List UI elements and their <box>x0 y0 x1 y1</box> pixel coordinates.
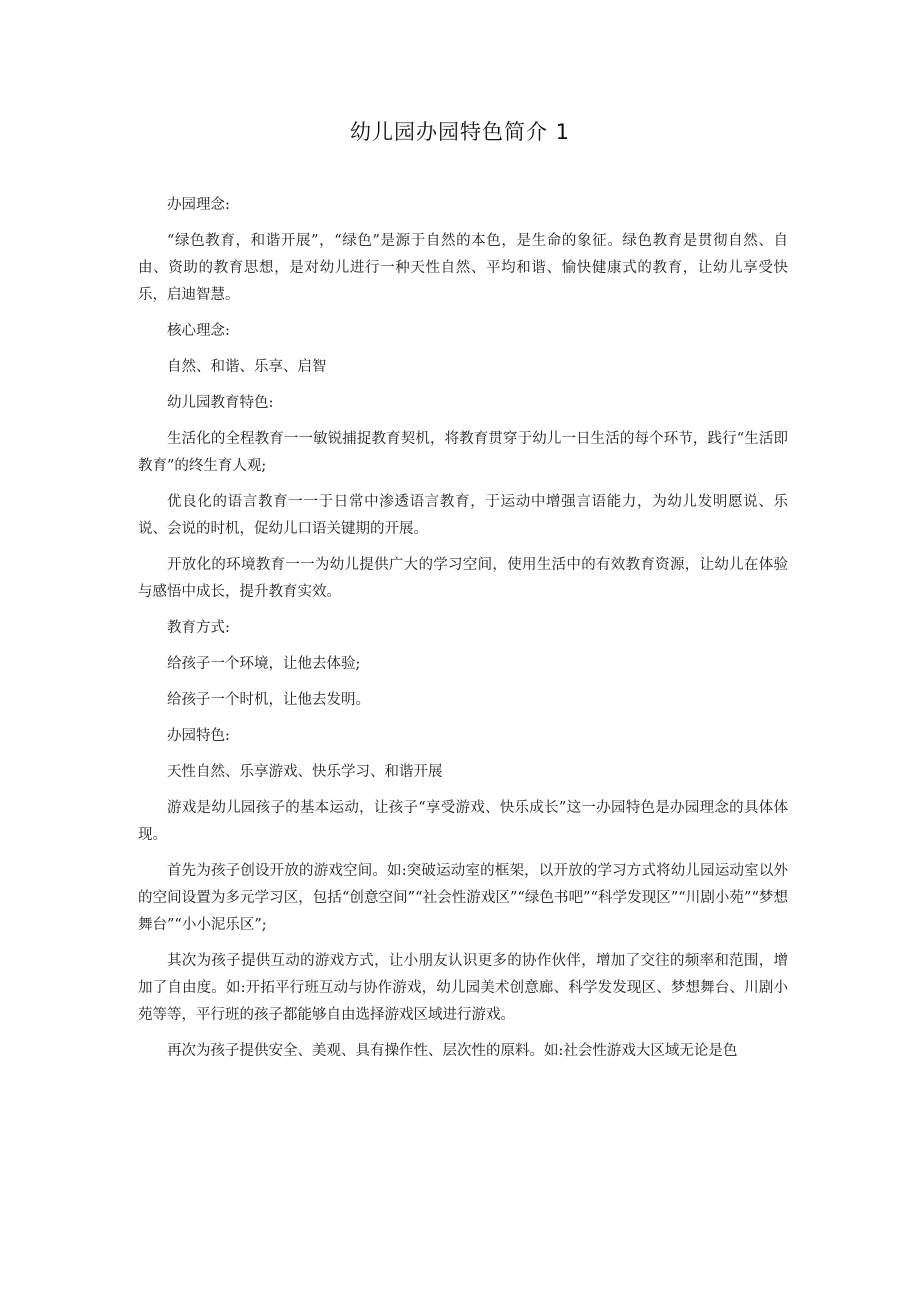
paragraph: 办园理念: <box>167 197 230 213</box>
paragraph: 核心理念: <box>167 323 230 339</box>
paragraph: 办园特色: <box>167 728 230 744</box>
paragraph: 游戏是幼儿园孩子的基本运动，让孩子“享受游戏、快乐成长”这一办园特色是办园理念的具体体现。 <box>138 800 788 843</box>
paragraph: 其次为孩子提供互动的游戏方式，让小朋友认识更多的协作伙伴，增加了交往的频率和范围，增加了自由度。如:开拓平行班互动与协作游戏，幼儿园美术创意廊、科学发发现区、梦想舞台、川剧小苑等等，平行班的孩子都能够自由选择游戏区域进行游戏。 <box>138 953 788 1023</box>
paragraph: 再次为孩子提供安全、美观、具有操作性、层次性的原料。如:社会性游戏大区域无论是色 <box>167 1043 738 1059</box>
paragraph: 给孩子一个环境，让他去体验; <box>167 656 361 672</box>
paragraph: 幼儿园教育特色: <box>167 395 274 411</box>
paragraph: 教育方式: <box>167 620 230 636</box>
document-title: 幼儿园办园特色简介 1 <box>349 120 571 144</box>
paragraph: 开放化的环境教育一一为幼儿提供广大的学习空间，使用生活中的有效教育资源，让幼儿在体验与感悟中成长，提升教育实效。 <box>138 557 788 600</box>
paragraph: 自然、和谐、乐享、启智 <box>167 359 327 375</box>
paragraph: 生活化的全程教育一一敏锐捕捉教育契机，将教育贯穿于幼儿一日生活的每个环节，践行“生活即教育”的终生育人观; <box>138 431 788 474</box>
paragraph: 给孩子一个时机，让他去发明。 <box>167 692 370 708</box>
paragraph: 首先为孩子创设开放的游戏空间。如:突破运动室的框架，以开放的学习方式将幼儿园运动室以外的空间设置为多元学习区，包括“创意空间”“社会性游戏区”“绿色书吧”“科学发现区”“川剧小苑”“梦想舞台”“小小泥乐区”; <box>138 863 788 933</box>
document-body <box>138 192 788 1074</box>
paragraph: 优良化的语言教育一一于日常中渗透语言教育，于运动中增强言语能力，为幼儿发明愿说、乐说、会说的时机，促幼儿口语关键期的开展。 <box>138 494 788 537</box>
paragraph: “绿色教育，和谐开展”，“绿色”是源于自然的本色，是生命的象征。绿色教育是贯彻自然、自由、资助的教育思想，是对幼儿进行一种天性自然、平均和谐、愉快健康式的教育，让幼儿享受快乐，启迪智慧。 <box>138 233 788 303</box>
paragraph: 天性自然、乐享游戏、快乐学习、和谐开展 <box>167 764 443 780</box>
